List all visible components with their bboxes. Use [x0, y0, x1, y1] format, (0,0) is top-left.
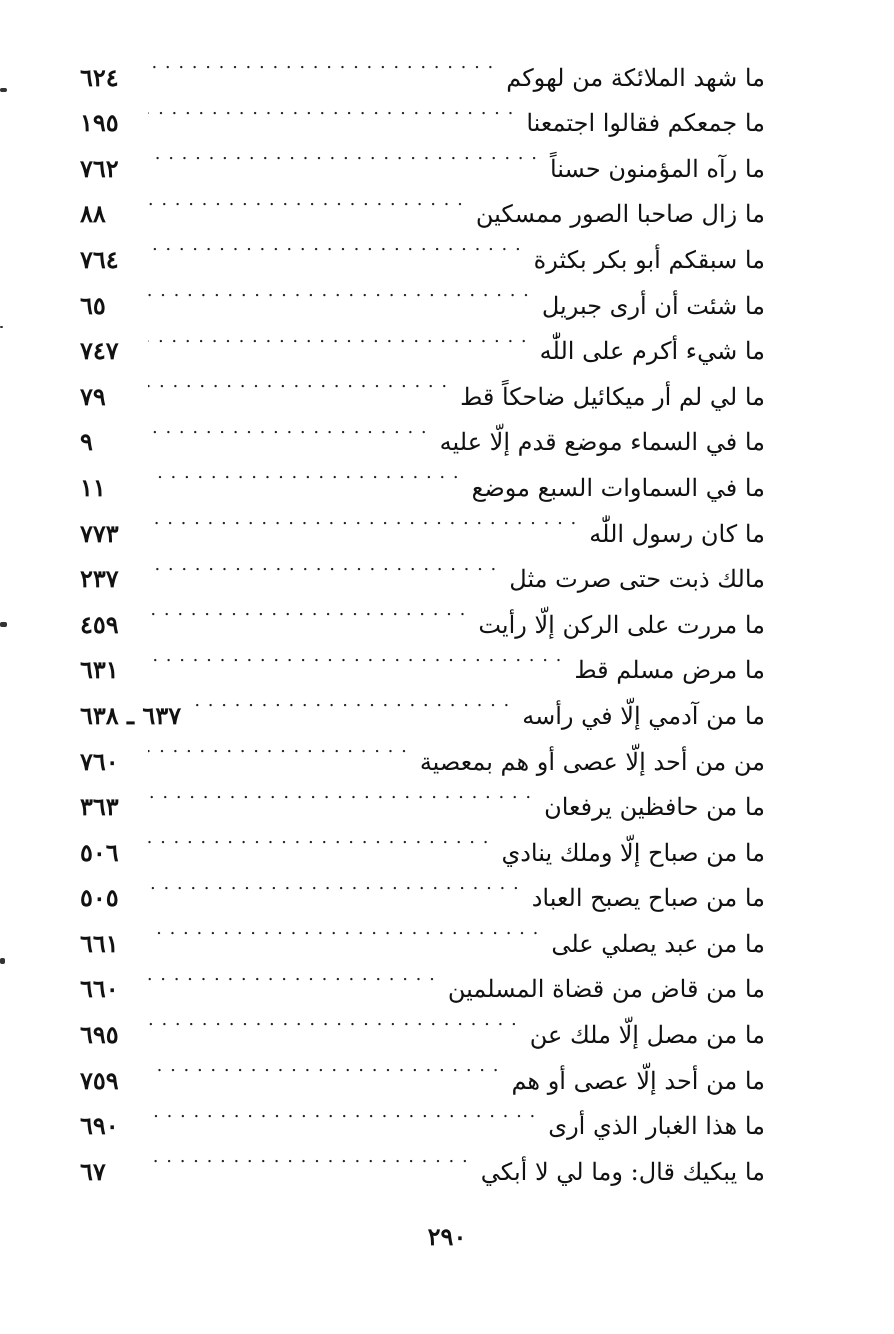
dot-leader: [148, 906, 543, 952]
entry-text: ما من صباح إلّا وملك ينادي: [501, 838, 765, 867]
scan-artifact: [0, 958, 5, 964]
entry-text: ما زال صاحبا الصور ممسكين: [475, 200, 765, 229]
entry-page-number: ٢٣٧: [80, 564, 119, 594]
entry-text: ما مررت على الركن إلّا رأيت: [478, 610, 765, 639]
entry-text: مالك ذبت حتى صرت مثل: [509, 565, 765, 594]
entry-page-number: ٧٧٣: [80, 518, 119, 548]
dot-leader: [148, 86, 518, 132]
dot-leader: [148, 587, 470, 633]
dot-leader: [148, 815, 493, 861]
entry-page-number: ٧٤٧: [80, 336, 119, 366]
dot-leader: [148, 542, 501, 588]
dot-leader: [148, 314, 532, 360]
entry-page-number: ٦٣١: [80, 655, 119, 685]
dot-leader: [148, 770, 536, 816]
entry-text: ما شهد الملائكة من لهوكم: [506, 63, 765, 92]
entry-page-number: ٩: [80, 427, 93, 457]
dot-leader: [148, 450, 464, 496]
entry-page-number: ٥٠٦: [80, 837, 119, 867]
entry-text: ما في السماوات السبع موضع: [471, 473, 765, 502]
entry-page-number: ٧٦٠: [80, 746, 119, 776]
entry-page-number: ٥٠٥: [80, 883, 119, 913]
dot-leader: [148, 724, 412, 770]
entry-page-number: ٦٣٧ ـ ٦٣٨: [80, 700, 182, 730]
entry-text: ما من قاض من قضاة المسلمين: [447, 975, 765, 1004]
dot-leader: [148, 1134, 473, 1180]
entry-page-number: ١٩٥: [80, 108, 119, 138]
dot-leader: [148, 633, 566, 679]
entry-page-number: ٨٨: [80, 199, 106, 229]
entry-text: ما هذا الغبار الذي أرى: [548, 1112, 765, 1141]
index-list: [80, 40, 765, 1186]
dot-leader: [148, 1089, 540, 1135]
entry-page-number: ٧٥٩: [80, 1065, 119, 1095]
entry-page-number: ٦٦١: [80, 928, 119, 958]
entry-text: ما كان رسول اللّٰه: [589, 519, 765, 548]
entry-text: ما في السماء موضع قدم إلّا عليه: [439, 428, 765, 457]
entry-page-number: ٦٧: [80, 1156, 106, 1186]
entry-page-number: ٦٢٤: [80, 62, 119, 92]
entry-page-number: ٦٩٠: [80, 1111, 119, 1141]
entry-text: ما من عبد يصلي على: [551, 929, 765, 958]
dot-leader: [148, 1043, 503, 1089]
entry-text: ما مرض مسلم قط: [574, 656, 765, 685]
entry-page-number: ١١: [80, 472, 106, 502]
entry-text: ما من حافظين يرفعان: [544, 793, 765, 822]
scan-artifact: [0, 88, 7, 92]
entry-text: ما رآه المؤمنون حسناً: [549, 154, 765, 183]
entry-text: ما شئت أن أرى جبريل: [541, 291, 765, 320]
dot-leader: [148, 40, 498, 86]
entry-text: ما جمعكم فقالوا اجتمعنا: [526, 109, 765, 138]
entry-text: ما سبقكم أبو بكر بكثرة: [533, 245, 765, 274]
dot-leader: [193, 678, 514, 724]
entry-page-number: ٧٦٢: [80, 153, 119, 183]
dot-leader: [148, 268, 534, 314]
entry-text: ما شيء أكرم على اللّٰه: [539, 337, 765, 366]
dot-leader: [148, 952, 440, 998]
dot-leader: [148, 997, 522, 1043]
entry-page-number: ٤٥٩: [80, 609, 119, 639]
entry-page-number: ٧٩: [80, 381, 106, 411]
entry-page-number: ٧٦٤: [80, 244, 119, 274]
entry-text: ما من أحد إلّا عصى أو هم: [511, 1066, 765, 1095]
entry-page-number: ٦٩٥: [80, 1020, 119, 1050]
entry-text: من من أحد إلّا عصى أو هم بمعصية: [419, 747, 765, 776]
entry-text: ما لي لم أر ميكائيل ضاحكاً قط: [460, 382, 765, 411]
index-entry: [80, 40, 765, 92]
entry-page-number: ٦٥: [80, 290, 106, 320]
entry-text: ما من آدمي إلّا في رأسه: [522, 701, 765, 730]
page-number: ٢٩٠: [427, 1222, 467, 1251]
dot-leader: [148, 222, 526, 268]
scan-artifact: [0, 622, 7, 627]
dot-leader: [148, 496, 581, 542]
dot-leader: [148, 861, 524, 907]
entry-text: ما من صباح يصبح العباد: [531, 884, 765, 913]
entry-text: ما يبكيك قال: وما لي لا أبكي: [480, 1157, 765, 1186]
dot-leader: [148, 359, 452, 405]
entry-page-number: ٣٦٣: [80, 792, 119, 822]
entry-page-number: ٦٦٠: [80, 974, 119, 1004]
dot-leader: [148, 405, 432, 451]
entry-text: ما من مصل إلّا ملك عن: [529, 1021, 765, 1050]
dot-leader: [148, 131, 542, 177]
dot-leader: [148, 177, 468, 223]
scan-artifact: [0, 326, 3, 328]
